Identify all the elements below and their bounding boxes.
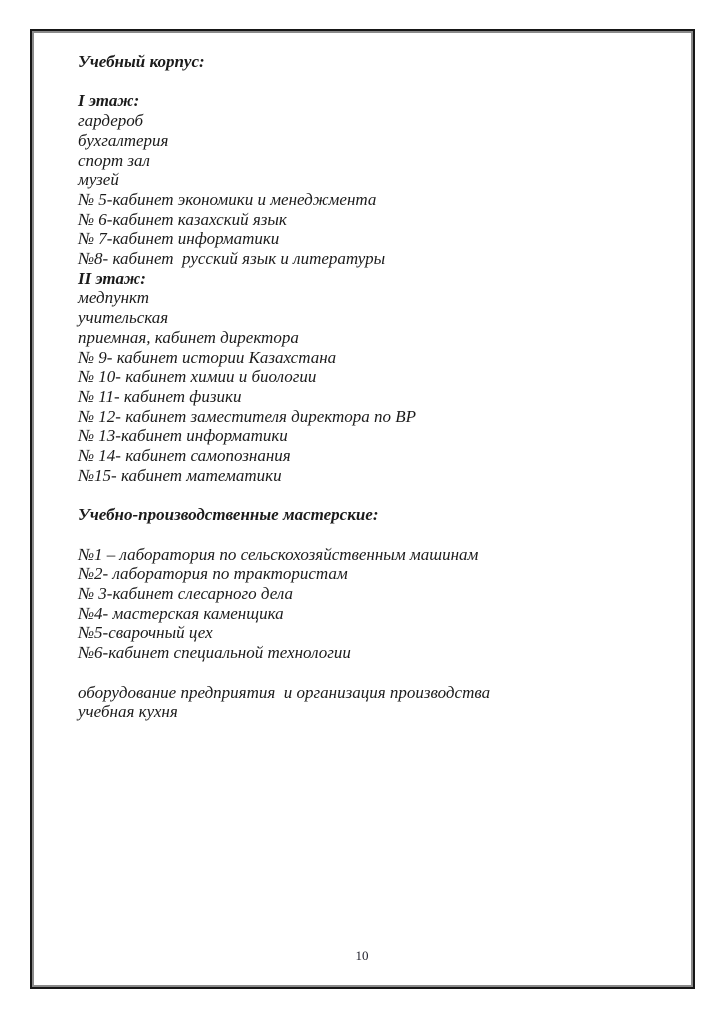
document-line: гардероб xyxy=(78,111,144,131)
document-line: бухгалтерия xyxy=(78,130,169,150)
document-heading: Учебно-производственные мастерские: xyxy=(78,505,379,525)
document-line: № 13-кабинет информатики xyxy=(78,426,288,446)
blank-line xyxy=(78,663,638,683)
document-line: №4- мастерская каменщика xyxy=(78,603,284,623)
document-line: музей xyxy=(78,170,119,190)
document-body xyxy=(78,52,638,722)
blank-line xyxy=(78,485,638,505)
document-line: № 7-кабинет информатики xyxy=(78,229,280,249)
document-heading: Учебный корпус: xyxy=(78,52,205,71)
document-line: оборудование предприятия и организация производства xyxy=(78,682,491,702)
document-line: № 11- кабинет физики xyxy=(78,386,242,406)
document-line: №1 – лаборатория по сельскохозяйственным машинам xyxy=(78,544,479,564)
document-line: № 9- кабинет истории Казахстана xyxy=(78,347,337,367)
document-line: №8- кабинет русский язык и литературы xyxy=(78,249,386,269)
blank-line xyxy=(78,72,638,92)
document-heading: I этаж: xyxy=(78,91,140,111)
document-line: №5-сварочный цех xyxy=(78,623,213,643)
document-line: №6-кабинет специальной технологии xyxy=(78,643,351,663)
document-line: № 10- кабинет химии и биологии xyxy=(78,367,317,387)
document-line: № 3-кабинет слесарного дела xyxy=(78,583,293,603)
document-line: № 5-кабинет экономики и менеджмента xyxy=(78,189,377,209)
document-line: №15- кабинет математики xyxy=(78,465,282,485)
document-line: № 14- кабинет самопознания xyxy=(78,446,291,466)
document-line: учительская xyxy=(78,308,169,328)
document-line: №2- лаборатория по трактористам xyxy=(78,564,348,584)
document-line: приемная, кабинет директора xyxy=(78,327,299,347)
document-line: № 12- кабинет заместителя директора по ВР xyxy=(78,406,417,426)
document-line: спорт зал xyxy=(78,150,150,170)
document-line: медпункт xyxy=(78,288,150,308)
blank-line xyxy=(78,525,638,545)
page-number: 10 xyxy=(355,948,369,963)
document-line: № 6-кабинет казахский язык xyxy=(78,209,287,229)
document-line: учебная кухня xyxy=(78,702,178,722)
document-heading: II этаж: xyxy=(78,268,146,288)
